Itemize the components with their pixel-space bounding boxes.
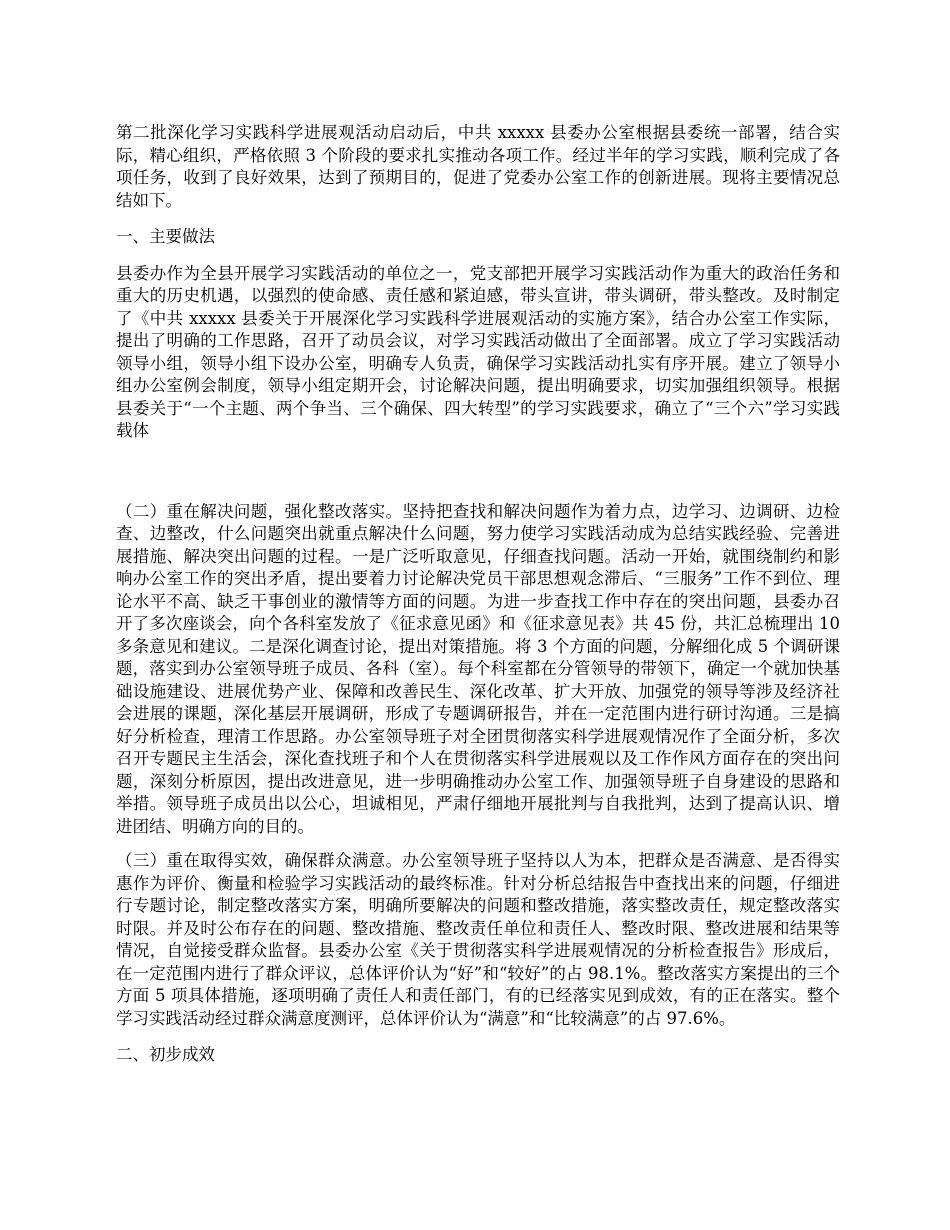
main-practices-paragraph: 县委办作为全县开展学习实践活动的单位之一，党支部把开展学习实践活动作为重大的政治任务和重大的历史机遇，以强烈的使命感、责任感和紧迫感，带头宣讲，带头调研，带头整改。及时制定了《中共 xxxxx 县委关于开展深化学习实践科学进展观活动的实施方案》，结合办公室工作实际，提出了明确的工作思路，召开了动员会议，对学习实践活动做出了全面部署。成立了学习实践活动领导小组，领导小组下设办公室，明确专人负责，确保学习实践活动扎实有序开展。建立了领导小组办公室例会制度，领导小组定期开会，讨论解决问题，提出明确要求，切实加强组织领导。根据县委关于“一个主题、两个争当、三个确保、四大转型”的学习实践要求，确立了“三个六”学习实践载体 [116,263,840,440]
section-heading-initial-results: 二、初步成效 [116,1045,215,1064]
intro-paragraph: 第二批深化学习实践科学进展观活动启动后，中共 xxxxx 县委办公室根据县委统一部署，结合实际，精心组织，严格依照 3 个阶段的要求扎实推动各项工作。经过半年的学习实践，顺利完成了各项任务，收到了良好效果，达到了预期目的，促进了党委办公室工作的创新进展。现将主要情况总结如下。 [116,123,840,210]
document-page [116,122,840,1067]
solve-problems-paragraph: （二）重在解决问题，强化整改落实。坚持把查找和解决问题作为着力点，边学习、边调研、边检查、边整改，什么问题突出就重点解决什么问题，努力使学习实践活动成为总结实践经验、完善进展措施、解决突出问题的过程。一是广泛听取意见，仔细查找问题。活动一开始，就围绕制约和影响办公室工作的突出矛盾，提出要着力讨论解决党员干部思想观念滞后、“三服务”工作不到位、理论水平不高、缺乏干事创业的激情等方面的问题。为进一步查找工作中存在的突出问题，县委办召开了多次座谈会，向个各科室发放了《征求意见函》和《征求意见表》共 45 份，共汇总梳理出 10 多条意见和建议。二是深化调查讨论，提出对策措施。将 3 个方面的问题，分解细化成 5 个调研课题，落实到办公室领导班子成员、各科（室）。每个科室都在分管领导的带领下，确定一个就加快基础设施建设、进展优势产业、保障和改善民生、深化改革、扩大开放、加强党的领导等涉及经济社会进展的课题，深化基层开展调研，形成了专题调研报告，并在一定范围内进行研讨沟通。三是搞好分析检查，理清工作思路。办公室领导班子对全团贯彻落实科学进展观情况作了全面分析，多次召开专题民主生活会，深化查找班子和个人在贯彻落实科学进展观以及工作作风方面存在的突出问题，深刻分析原因，提出改进意见，进一步明确推动办公室工作、加强领导班子自身建设的思路和举措。领导班子成员出以公心，坦诚相见，严肃仔细地开展批判与自我批判，达到了提高认识、增进团结、明确方向的目的。 [116,501,840,836]
section-heading-main-practices: 一、主要做法 [116,227,215,246]
achieve-results-paragraph: （三）重在取得实效，确保群众满意。办公室领导班子坚持以人为本，把群众是否满意、是否得实惠作为评价、衡量和检验学习实践活动的最终标准。针对分析总结报告中查找出来的问题，仔细进行专题讨论，制定整改落实方案，明确所要解决的问题和整改措施，落实整改责任，规定整改落实时限。并及时公布存在的问题、整改措施、整改责任单位和责任人、整改时限、整改进展和结果等情况，自觉接受群众监督。县委办公室《关于贯彻落实科学进展观情况的分析检查报告》形成后，在一定范围内进行了群众评议，总体评价认为“好”和“较好”的占 98.1%。整改落实方案提出的三个方面 5 项具体措施，逐项明确了责任人和责任部门，有的已经落实见到成效，有的正在落实。整个学习实践活动经过群众满意度测评，总体评价认为“满意”和“比较满意”的占 97.6%。 [116,851,840,1028]
